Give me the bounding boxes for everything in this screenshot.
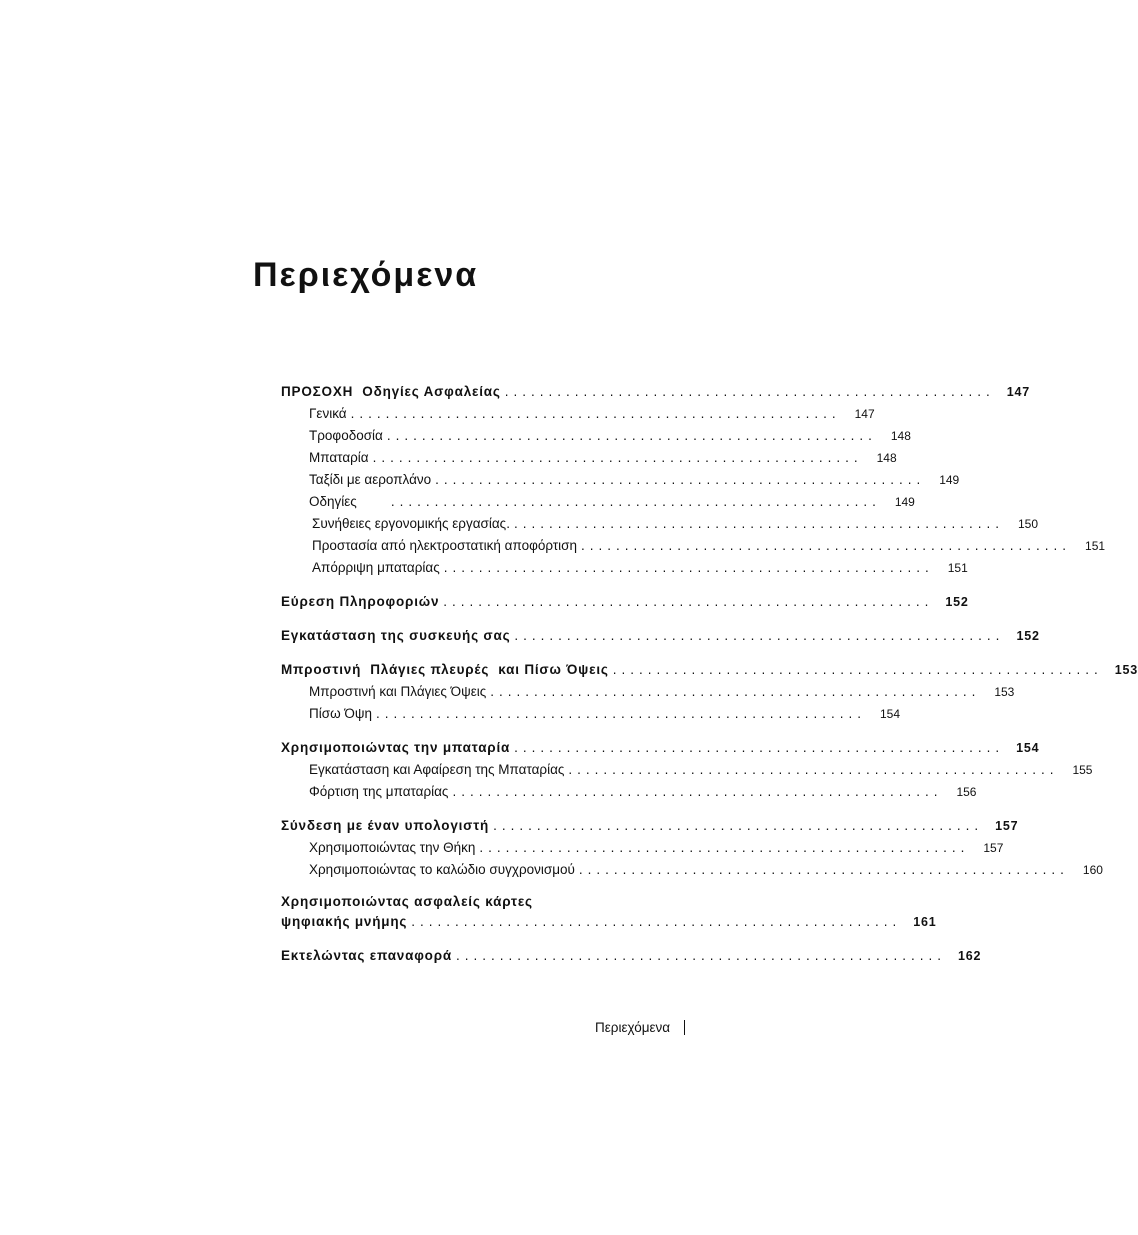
dot-leader: ........................................................ [443, 594, 934, 609]
dot-leader: ........................................................ [514, 628, 1005, 643]
toc-entry-label: Εύρεση Πληροφοριών [281, 594, 440, 609]
toc-entry-page: 152 [945, 595, 969, 609]
toc-entry[interactable] [309, 447, 897, 469]
toc-entry[interactable] [309, 759, 1093, 781]
footer-running-title: Περιεχόμενα [595, 1020, 671, 1035]
toc-entry-label: Γενικά [309, 406, 347, 421]
toc-entry-page: 148 [876, 451, 897, 465]
toc-entry-label: Φόρτιση της μπαταρίας [309, 784, 449, 799]
toc-entry-label: Πίσω Όψη [309, 706, 372, 721]
toc-entry-page: 153 [994, 685, 1015, 699]
dot-leader: ........................................................ [581, 538, 1072, 553]
toc-entry-page: 157 [995, 819, 1019, 833]
toc-entry-page: 154 [1016, 741, 1040, 755]
dot-leader: ........................................................ [578, 862, 1069, 877]
footer-divider [684, 1020, 685, 1035]
toc-entry-page: 162 [958, 949, 982, 963]
toc-entry-page: 156 [956, 785, 977, 799]
toc-entry-label: Σύνδεση με έναν υπολογιστή [281, 818, 490, 833]
toc-entry[interactable] [281, 815, 1019, 837]
dot-leader: ........................................................ [455, 948, 947, 963]
toc-entry-page: 151 [1085, 539, 1106, 553]
toc-entry-label: Μπροστινή και Πλάγιες Όψεις [309, 684, 487, 699]
toc-entry-label: Εκτελώντας επαναφορά [281, 948, 452, 963]
toc-entry-page: 149 [894, 495, 915, 509]
dot-leader: ........................................................ [386, 428, 877, 443]
page-footer [595, 1020, 685, 1035]
dot-leader: ........................................................ [568, 762, 1059, 777]
toc-entry[interactable] [309, 859, 1103, 881]
toc-entry[interactable] [281, 945, 982, 967]
toc-entry-label: ΠΡΟΣΟΧΗ Οδηγίες Ασφαλείας [281, 384, 501, 399]
toc-entry-label: Εγκατάσταση της συσκευής σας [281, 628, 511, 643]
toc-entry-page: 157 [983, 841, 1004, 855]
dot-leader: ........................................................ [390, 494, 881, 509]
dot-leader: ........................................................ [493, 818, 984, 833]
toc-entry[interactable] [309, 781, 977, 803]
toc-entry[interactable] [309, 403, 875, 425]
toc-entry[interactable] [281, 737, 1040, 759]
dot-leader: ........................................................ [504, 384, 995, 399]
toc-entry-label: Χρησιμοποιώντας την Θήκη [309, 840, 476, 855]
toc-entry-label: Χρησιμοποιώντας την μπαταρία [281, 740, 511, 755]
toc-entry[interactable] [281, 591, 969, 613]
toc-entry[interactable] [312, 535, 1106, 557]
toc-entry-label-line2: ψηφιακής μνήμης [281, 914, 408, 929]
toc-entry-page: 150 [1017, 517, 1038, 531]
toc-entry-page: 151 [947, 561, 968, 575]
dot-leader: ........................................................ [479, 840, 970, 855]
toc-entry-label: Εγκατάσταση και Αφαίρεση της Μπαταρίας [309, 762, 565, 777]
toc-entry-page: 147 [1006, 385, 1031, 399]
toc-entry-page: 160 [1082, 863, 1103, 877]
toc-entry-page: 148 [890, 429, 911, 443]
toc-entry-label: Μπροστινή Πλάγιες πλευρές και Πίσω Όψεις [281, 662, 609, 677]
dot-leader: ........................................................ [490, 684, 981, 699]
toc-entry-label: Οδηγίες [309, 494, 357, 509]
toc-entry-label: Ταξίδι με αεροπλάνο [309, 472, 432, 487]
toc-entry-label: Συνήθειες εργονομικής εργασίας. [312, 516, 510, 531]
toc-entry-label: Μπαταρία [309, 450, 369, 465]
dot-leader: ........................................................ [452, 784, 943, 799]
toc-entry-page: 153 [1114, 663, 1138, 677]
toc-entry-label: Απόρριψη μπαταρίας [312, 560, 440, 575]
toc-entry-page: 149 [939, 473, 960, 487]
toc-entry[interactable] [309, 681, 1015, 703]
dot-leader: ........................................................ [435, 472, 926, 487]
toc-entry-page: 152 [1016, 629, 1040, 643]
page-title: Περιεχόμενα [253, 256, 479, 294]
toc-entry-label: Χρησιμοποιώντας ασφαλείς κάρτες [281, 894, 533, 909]
toc-entry[interactable] [281, 911, 937, 933]
toc-entry[interactable] [281, 625, 1040, 647]
toc-entry-label: Χρησιμοποιώντας το καλώδιο συγχρονισμού [309, 862, 575, 877]
dot-leader: ........................................................ [411, 914, 902, 929]
toc-entry-first-line[interactable] [281, 893, 701, 911]
toc-entry[interactable] [309, 703, 901, 725]
dot-leader: ........................................................ [514, 740, 1005, 755]
dot-leader: ........................................................ [443, 560, 934, 575]
dot-leader: ........................................................ [372, 450, 863, 465]
dot-leader: ........................................................ [350, 406, 841, 421]
toc-entry-page: 154 [879, 707, 901, 721]
toc-entry-page: 161 [913, 915, 937, 929]
toc-entry[interactable] [309, 469, 960, 491]
toc-entry[interactable] [312, 513, 1038, 535]
toc-entry[interactable] [312, 557, 968, 579]
toc-entry[interactable] [309, 837, 1004, 859]
dot-leader: ........................................................ [375, 706, 867, 721]
toc-entry-page: 147 [854, 407, 875, 421]
dot-leader: ........................................................ [612, 662, 1103, 677]
toc-entry-page: 155 [1072, 763, 1093, 777]
toc-entry[interactable] [281, 381, 1031, 403]
toc-entry-label: Προστασία από ηλεκτροστατική αποφόρτιση [312, 538, 578, 553]
toc-entry[interactable] [281, 659, 1138, 681]
table-of-contents [281, 381, 1138, 967]
toc-entry-label: Τροφοδοσία [309, 428, 383, 443]
toc-entry[interactable] [309, 491, 915, 513]
dot-leader: ........................................................ [513, 516, 1004, 531]
toc-entry[interactable] [309, 425, 911, 447]
